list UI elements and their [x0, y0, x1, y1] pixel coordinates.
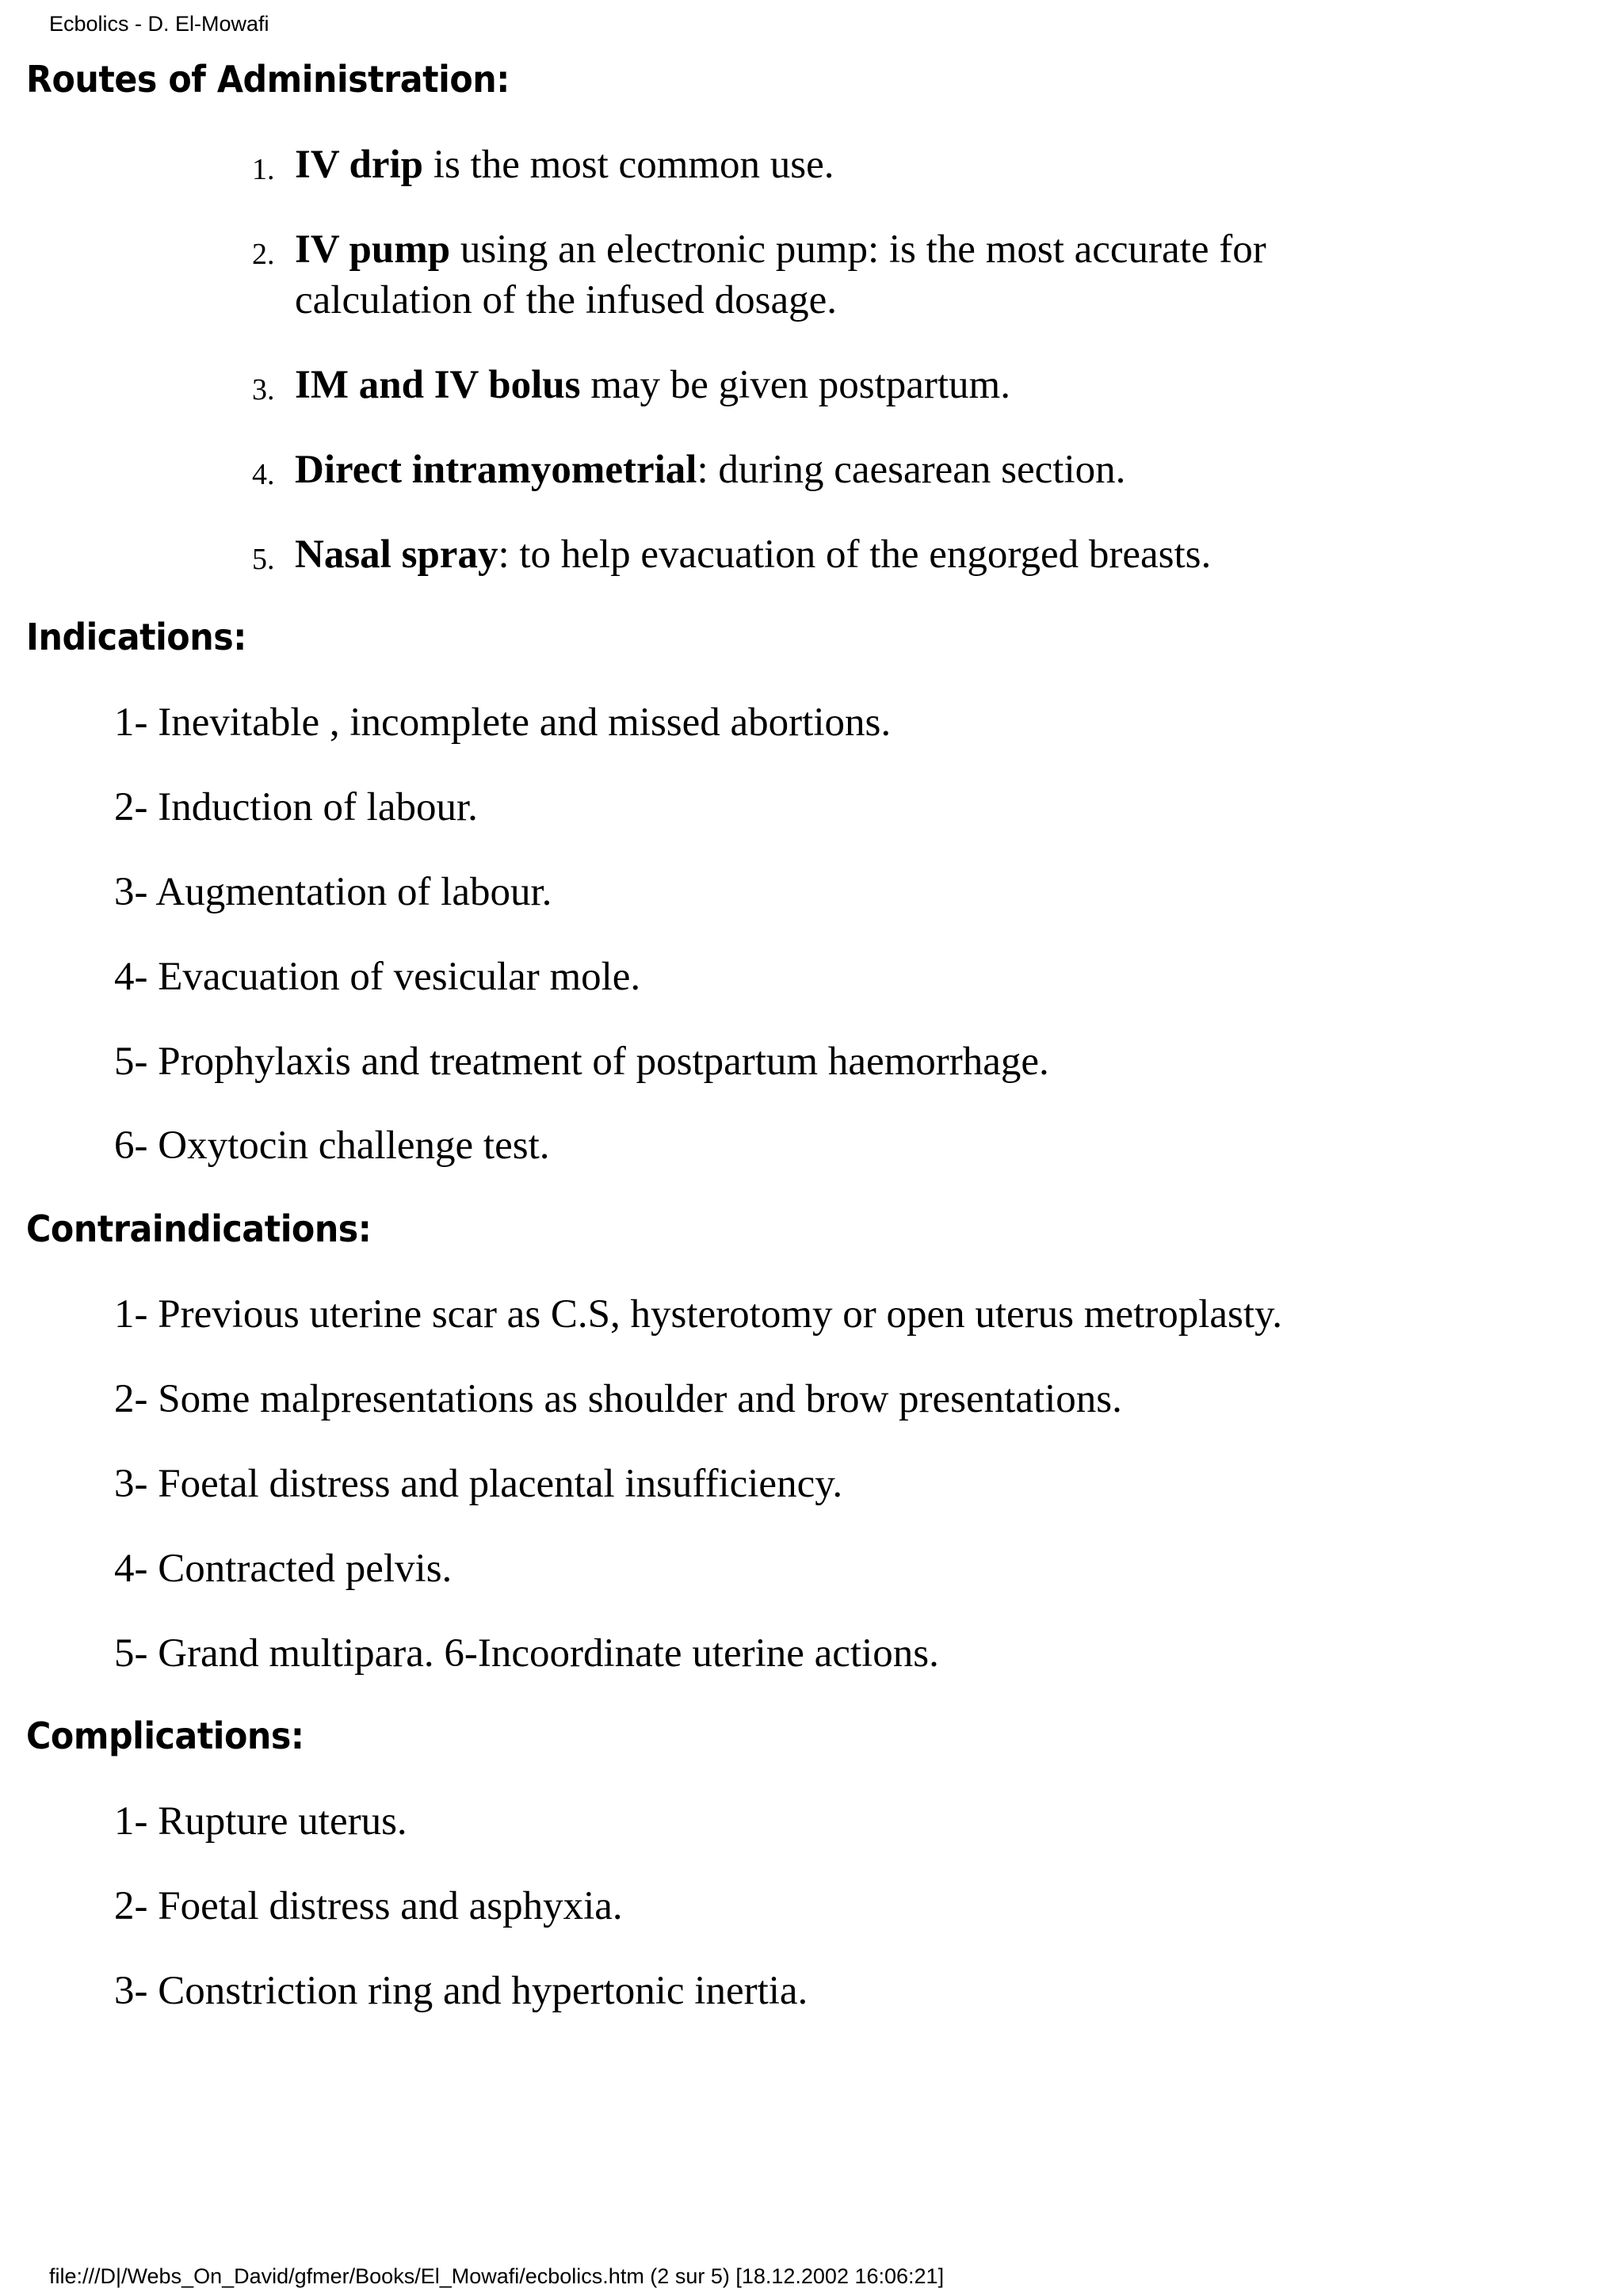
complications-heading: Complications:	[26, 1714, 304, 1757]
route-term: Nasal spray	[295, 532, 498, 577]
route-text	[295, 529, 1211, 580]
page-footer-url: file:///D|/Webs_On_David/gfmer/Books/El_Mowafi/ecbolics.htm (2 sur 5) [18.12.2002 16:06:21]	[49, 2264, 945, 2288]
indication-item-5: 5- Prophylaxis and treatment of postpartum haemorrhage.	[114, 1039, 1049, 1084]
route-number: 4.	[252, 458, 275, 491]
route-term: Direct intramyometrial	[295, 448, 697, 492]
indication-item-2: 2- Induction of labour.	[114, 785, 478, 830]
route-description: : to help evacuation of the engorged breasts.	[498, 532, 1212, 577]
route-number: 2.	[252, 238, 275, 271]
complication-item-3: 3- Constriction ring and hypertonic inertia.	[114, 1969, 808, 2013]
route-description-continued: calculation of the infused dosage.	[295, 278, 838, 322]
route-text	[295, 360, 1010, 410]
route-description: may be given postpartum.	[580, 363, 1010, 407]
contraindications-heading: Contraindications:	[26, 1207, 372, 1250]
route-text	[295, 139, 834, 190]
contraindication-item-3: 3- Foetal distress and placental insufficiency.	[114, 1462, 843, 1506]
route-text	[295, 224, 1266, 326]
route-number: 5.	[252, 543, 275, 576]
route-number: 3.	[252, 373, 275, 406]
page-header-title: Ecbolics - D. El-Mowafi	[49, 12, 269, 36]
indication-item-1: 1- Inevitable , incomplete and missed abortions.	[114, 700, 892, 745]
contraindication-item-2: 2- Some malpresentations as shoulder and brow presentations.	[114, 1377, 1122, 1421]
indication-item-4: 4- Evacuation of vesicular mole.	[114, 955, 641, 999]
route-term: IM and IV bolus	[295, 363, 581, 407]
routes-heading: Routes of Administration:	[26, 58, 510, 101]
route-term: IV drip	[295, 143, 424, 187]
complication-item-1: 1- Rupture uterus.	[114, 1799, 407, 1844]
indications-heading: Indications:	[26, 616, 246, 658]
indication-item-3: 3- Augmentation of labour.	[114, 870, 552, 914]
contraindication-item-4: 4- Contracted pelvis.	[114, 1547, 453, 1591]
contraindication-item-1: 1- Previous uterine scar as C.S, hysterotomy or open uterus metroplasty.	[114, 1292, 1282, 1337]
route-description: is the most common use.	[423, 143, 834, 187]
route-description: using an electronic pump: is the most accurate for	[450, 227, 1266, 272]
route-text	[295, 444, 1125, 495]
contraindication-item-5: 5- Grand multipara. 6-Incoordinate uterine actions.	[114, 1631, 939, 1676]
indication-item-6: 6- Oxytocin challenge test.	[114, 1123, 550, 1168]
route-description: : during caesarean section.	[697, 448, 1126, 492]
route-number: 1.	[252, 153, 275, 186]
route-term: IV pump	[295, 227, 451, 272]
complication-item-2: 2- Foetal distress and asphyxia.	[114, 1884, 623, 1928]
